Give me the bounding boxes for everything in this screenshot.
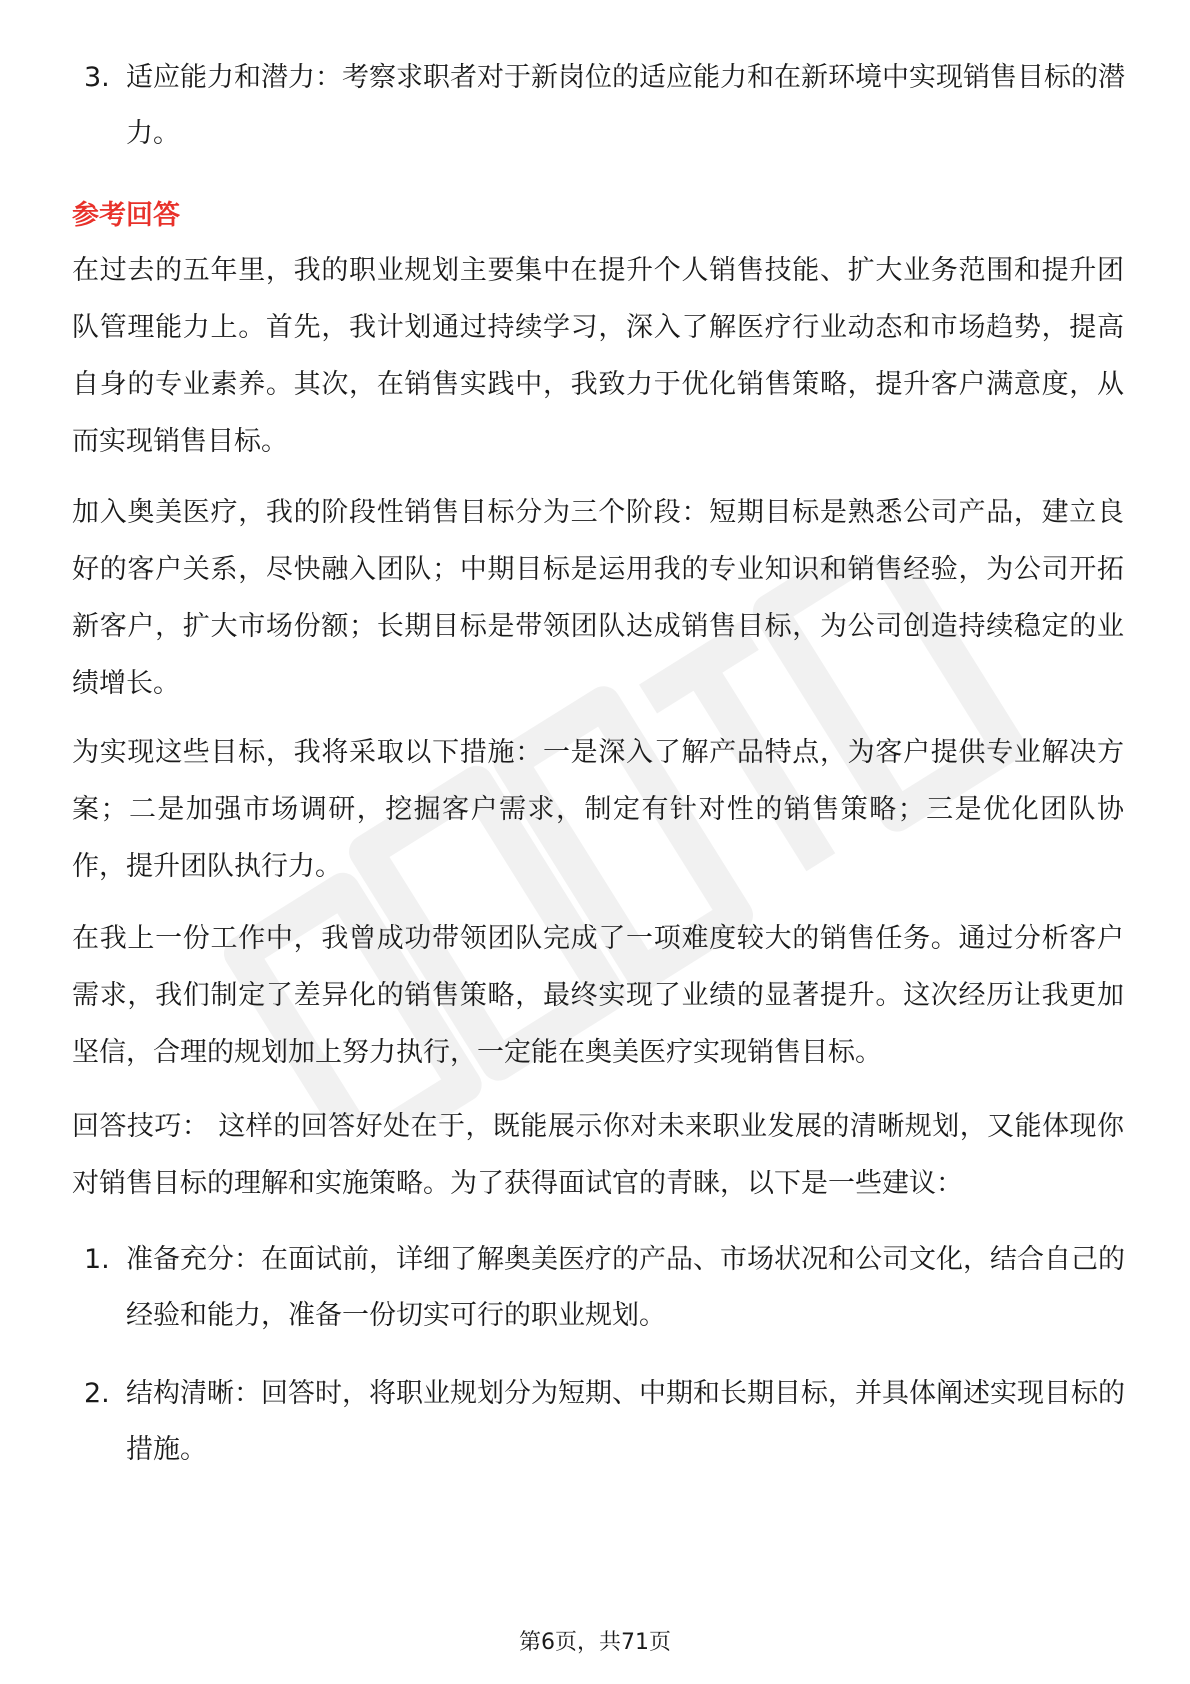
- criteria-text: 考察求职者对于新岗位的适应能力和在新环境中实现销售目标的潜力。: [126, 62, 1125, 149]
- list-number: 1.: [84, 1244, 110, 1275]
- section-heading: 参考回答: [72, 200, 180, 231]
- tip-item-2: [72, 1366, 1132, 1478]
- criteria-item-3: [72, 50, 1132, 162]
- criteria-label: 适应能力和潜力：: [126, 62, 342, 93]
- page-footer: 第6页，共71页: [519, 1630, 671, 1655]
- answer-tips-intro: 回答技巧： 这样的回答好处在于，既能展示你对未来职业发展的清晰规划，又能体现你对销售目标的理解和实施策略。为了获得面试官的青睐，以下是一些建议：: [72, 1111, 1124, 1199]
- answer-paragraph-3: 为实现这些目标，我将采取以下措施：一是深入了解产品特点，为客户提供专业解决方案；二是加强市场调研，挖掘客户需求，制定有针对性的销售策略；三是优化团队协作，提升团队执行力。: [72, 737, 1124, 882]
- tip-text: 回答时，将职业规划分为短期、中期和长期目标，并具体阐述实现目标的措施。: [126, 1378, 1125, 1465]
- answer-paragraph-4: 在我上一份工作中，我曾成功带领团队完成了一项难度较大的销售任务。通过分析客户需求，我们制定了差异化的销售策略，最终实现了业绩的显著提升。这次经历让我更加坚信，合理的规划加上努力执行，一定能在奥美医疗实现销售目标。: [72, 923, 1124, 1068]
- list-number: 3.: [84, 62, 110, 93]
- tip-label: 准备充分：: [126, 1244, 261, 1275]
- answer-paragraph-2: 加入奥美医疗，我的阶段性销售目标分为三个阶段：短期目标是熟悉公司产品，建立良好的客户关系，尽快融入团队；中期目标是运用我的专业知识和销售经验，为公司开拓新客户，扩大市场份额；长期目标是带领团队达成销售目标，为公司创造持续稳定的业绩增长。: [72, 497, 1124, 699]
- list-number: 2.: [84, 1378, 110, 1409]
- tip-label: 结构清晰：: [126, 1378, 261, 1409]
- tip-text: 在面试前，详细了解奥美医疗的产品、市场状况和公司文化，结合自己的经验和能力，准备一份切实可行的职业规划。: [126, 1244, 1125, 1331]
- tip-item-1: [72, 1232, 1132, 1344]
- answer-paragraph-1: 在过去的五年里，我的职业规划主要集中在提升个人销售技能、扩大业务范围和提升团队管理能力上。首先，我计划通过持续学习，深入了解医疗行业动态和市场趋势，提高自身的专业素养。其次，在销售实践中，我致力于优化销售策略，提升客户满意度，从而实现销售目标。: [72, 255, 1124, 457]
